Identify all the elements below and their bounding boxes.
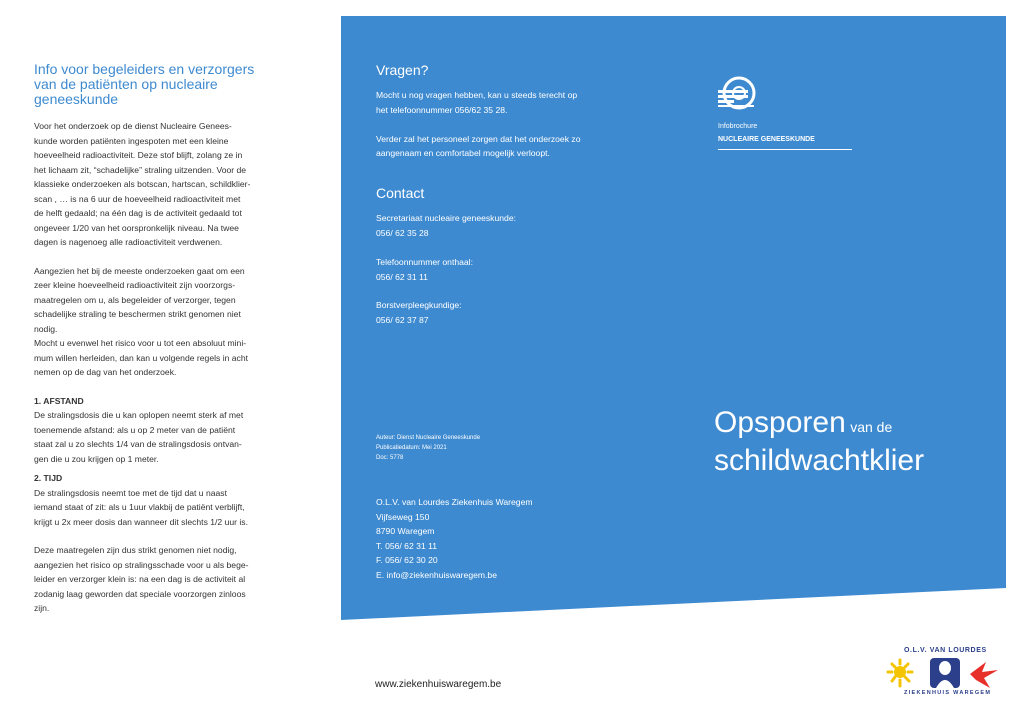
- hospital-logo-bottom-text: ZIEKENHUIS WAREGEM: [904, 690, 992, 696]
- text-line: scan , … is na 6 uur de hoeveelheid radioactiviteit met: [34, 193, 241, 204]
- conclusion-paragraph: [34, 543, 292, 616]
- text-line: nemen op de dag van het onderzoek.: [34, 367, 177, 377]
- text-line: schadelijke straling te beschermen strikt genomen niet: [34, 309, 241, 319]
- address-line: O.L.V. van Lourdes Ziekenhuis Waregem: [376, 497, 533, 507]
- text-line: aangezien het risico op stralingsschade voor u als bege-: [34, 559, 249, 570]
- text-line: klassieke onderzoeken als botscan, hartscan, schildklier-: [34, 179, 251, 189]
- text-line: het telefoonnummer 056/62 35 28.: [376, 104, 508, 115]
- intro-paragraph: [34, 119, 292, 250]
- text-line: Deze maatregelen zijn dus strikt genomen niet nodig,: [34, 545, 237, 555]
- meta-author: Auteur: Dienst Nucleaire Geneeskunde: [376, 435, 481, 441]
- text-line: hoeveelheid radioactiviteit. Deze stof blijft, zolang ze in: [34, 150, 243, 160]
- text-line: nodig.: [34, 323, 58, 334]
- contact-item: [376, 255, 636, 285]
- contact-number: 056/ 62 35 28: [376, 227, 429, 238]
- left-title-line: van de patiënten op nucleaire: [34, 76, 218, 92]
- left-title-line: geneeskunde: [34, 91, 119, 107]
- hospital-address: [376, 495, 533, 583]
- left-title-line: Info voor begeleiders en verzorgers: [34, 61, 255, 77]
- text-line: Mocht u evenwel het risico voor u tot een absoluut mini-: [34, 338, 247, 348]
- text-line: mum willen herleiden, dan kan u volgende regels in acht: [34, 352, 249, 363]
- address-line: Vijfseweg 150: [376, 511, 430, 522]
- title-word-van-de: van de: [850, 419, 893, 435]
- text-line: toenemende afstand: als u op 2 meter van de patiënt: [34, 424, 236, 435]
- contact-label: Secretariaat nucleaire geneeskunde:: [376, 213, 516, 224]
- left-column: [34, 62, 292, 616]
- brochure-type: Infobrochure: [718, 123, 758, 130]
- text-line: gen die u zou krijgen op 1 meter.: [34, 453, 159, 464]
- text-line: maatregelen om u, als begeleider of verzorger, tegen: [34, 294, 236, 305]
- text-line: dagen is nagenoeg alle radioactiviteit verdwenen.: [34, 237, 223, 247]
- contact-label: Telefoonnummer onthaal:: [376, 256, 473, 267]
- section-distance-text: [34, 408, 292, 466]
- questions-paragraph: [376, 88, 636, 118]
- text-line: Verder zal het personeel zorgen dat het onderzoek zo: [376, 133, 581, 144]
- address-line: F. 056/ 62 30 20: [376, 555, 438, 566]
- text-line: krijgt u 2x meer dosis dan wanneer dit slechts 1/2 uur is.: [34, 516, 248, 527]
- scanner-icon: [716, 76, 758, 112]
- questions-heading: Vragen?: [376, 62, 429, 78]
- hospital-logo-top-text: O.L.V. VAN LOURDES: [904, 647, 987, 654]
- address-line: 8790 Waregem: [376, 526, 435, 537]
- text-line: zijn.: [34, 603, 50, 613]
- text-line: Aangezien het bij de meeste onderzoeken gaat om een: [34, 265, 245, 276]
- text-line: kunde worden patiënten ingespoten met een kleine: [34, 135, 229, 146]
- section-time-title: 2. TIJD: [34, 473, 63, 483]
- email-link[interactable]: E. info@ziekenhuiswaregem.be: [376, 569, 497, 580]
- section-distance-title: 1. AFSTAND: [34, 395, 84, 406]
- document-meta: [376, 433, 480, 463]
- website-link[interactable]: www.ziekenhuiswaregem.be: [375, 679, 502, 690]
- text-line: De stralingsdosis die u kan oplopen neemt sterk af met: [34, 410, 244, 420]
- contact-item: [376, 298, 636, 328]
- middle-column: [376, 62, 636, 328]
- text-line: Mocht u nog vragen hebben, kan u steeds terecht op: [376, 90, 578, 100]
- contact-number: 056/ 62 37 87: [376, 315, 429, 326]
- brochure-label: [718, 120, 852, 150]
- contact-item: [376, 211, 636, 241]
- text-line: de helft gedaald; na één dag is de activiteit gedaald tot: [34, 208, 242, 218]
- text-line: iemand staat of zit: als u 1uur vlakbij de patiënt verblijft,: [34, 502, 245, 512]
- text-line: leider en verzorger klein is: na een dag is de activiteit al: [34, 574, 246, 584]
- cover-title: [714, 404, 924, 480]
- staff-paragraph: [376, 132, 636, 162]
- contact-label: Borstverpleegkundige:: [376, 300, 462, 311]
- text-line: Voor het onderzoek op de dienst Nucleaire Genees-: [34, 121, 232, 131]
- text-line: staat zal u zo slechts 1/4 van de stralingsdosis ontvan-: [34, 439, 242, 449]
- contact-heading: Contact: [376, 185, 425, 202]
- department-name: NUCLEAIRE GENEESKUNDE: [718, 136, 815, 143]
- text-line: ongeveer 1/20 van het oorspronkelijk niveau. Na twee: [34, 222, 239, 233]
- meta-doc: Doc: 5778: [376, 455, 404, 461]
- address-line: T. 056/ 62 31 11: [376, 540, 437, 551]
- title-word-opsporen: Opsporen: [714, 406, 846, 439]
- text-line: De stralingsdosis neemt toe met de tijd dat u naast: [34, 487, 227, 498]
- title-word-schildwachtklier: schildwachtklier: [714, 444, 925, 477]
- precaution-paragraph: [34, 264, 292, 380]
- text-line: zodanig laag geworden dat speciale voorzorgen zinloos: [34, 588, 246, 599]
- left-title: [34, 62, 292, 107]
- meta-date: Publicatiedatum: Mei 2021: [376, 445, 447, 451]
- text-line: aangenaam en comfortabel mogelijk verloopt.: [376, 148, 550, 159]
- contact-number: 056/ 62 31 11: [376, 271, 428, 282]
- text-line: het lichaam zit, “schadelijke” straling uitzenden. Voor de: [34, 164, 247, 175]
- text-line: zeer kleine hoeveelheid radioactiviteit zijn voorzorgs-: [34, 280, 236, 290]
- section-time-text: [34, 486, 292, 530]
